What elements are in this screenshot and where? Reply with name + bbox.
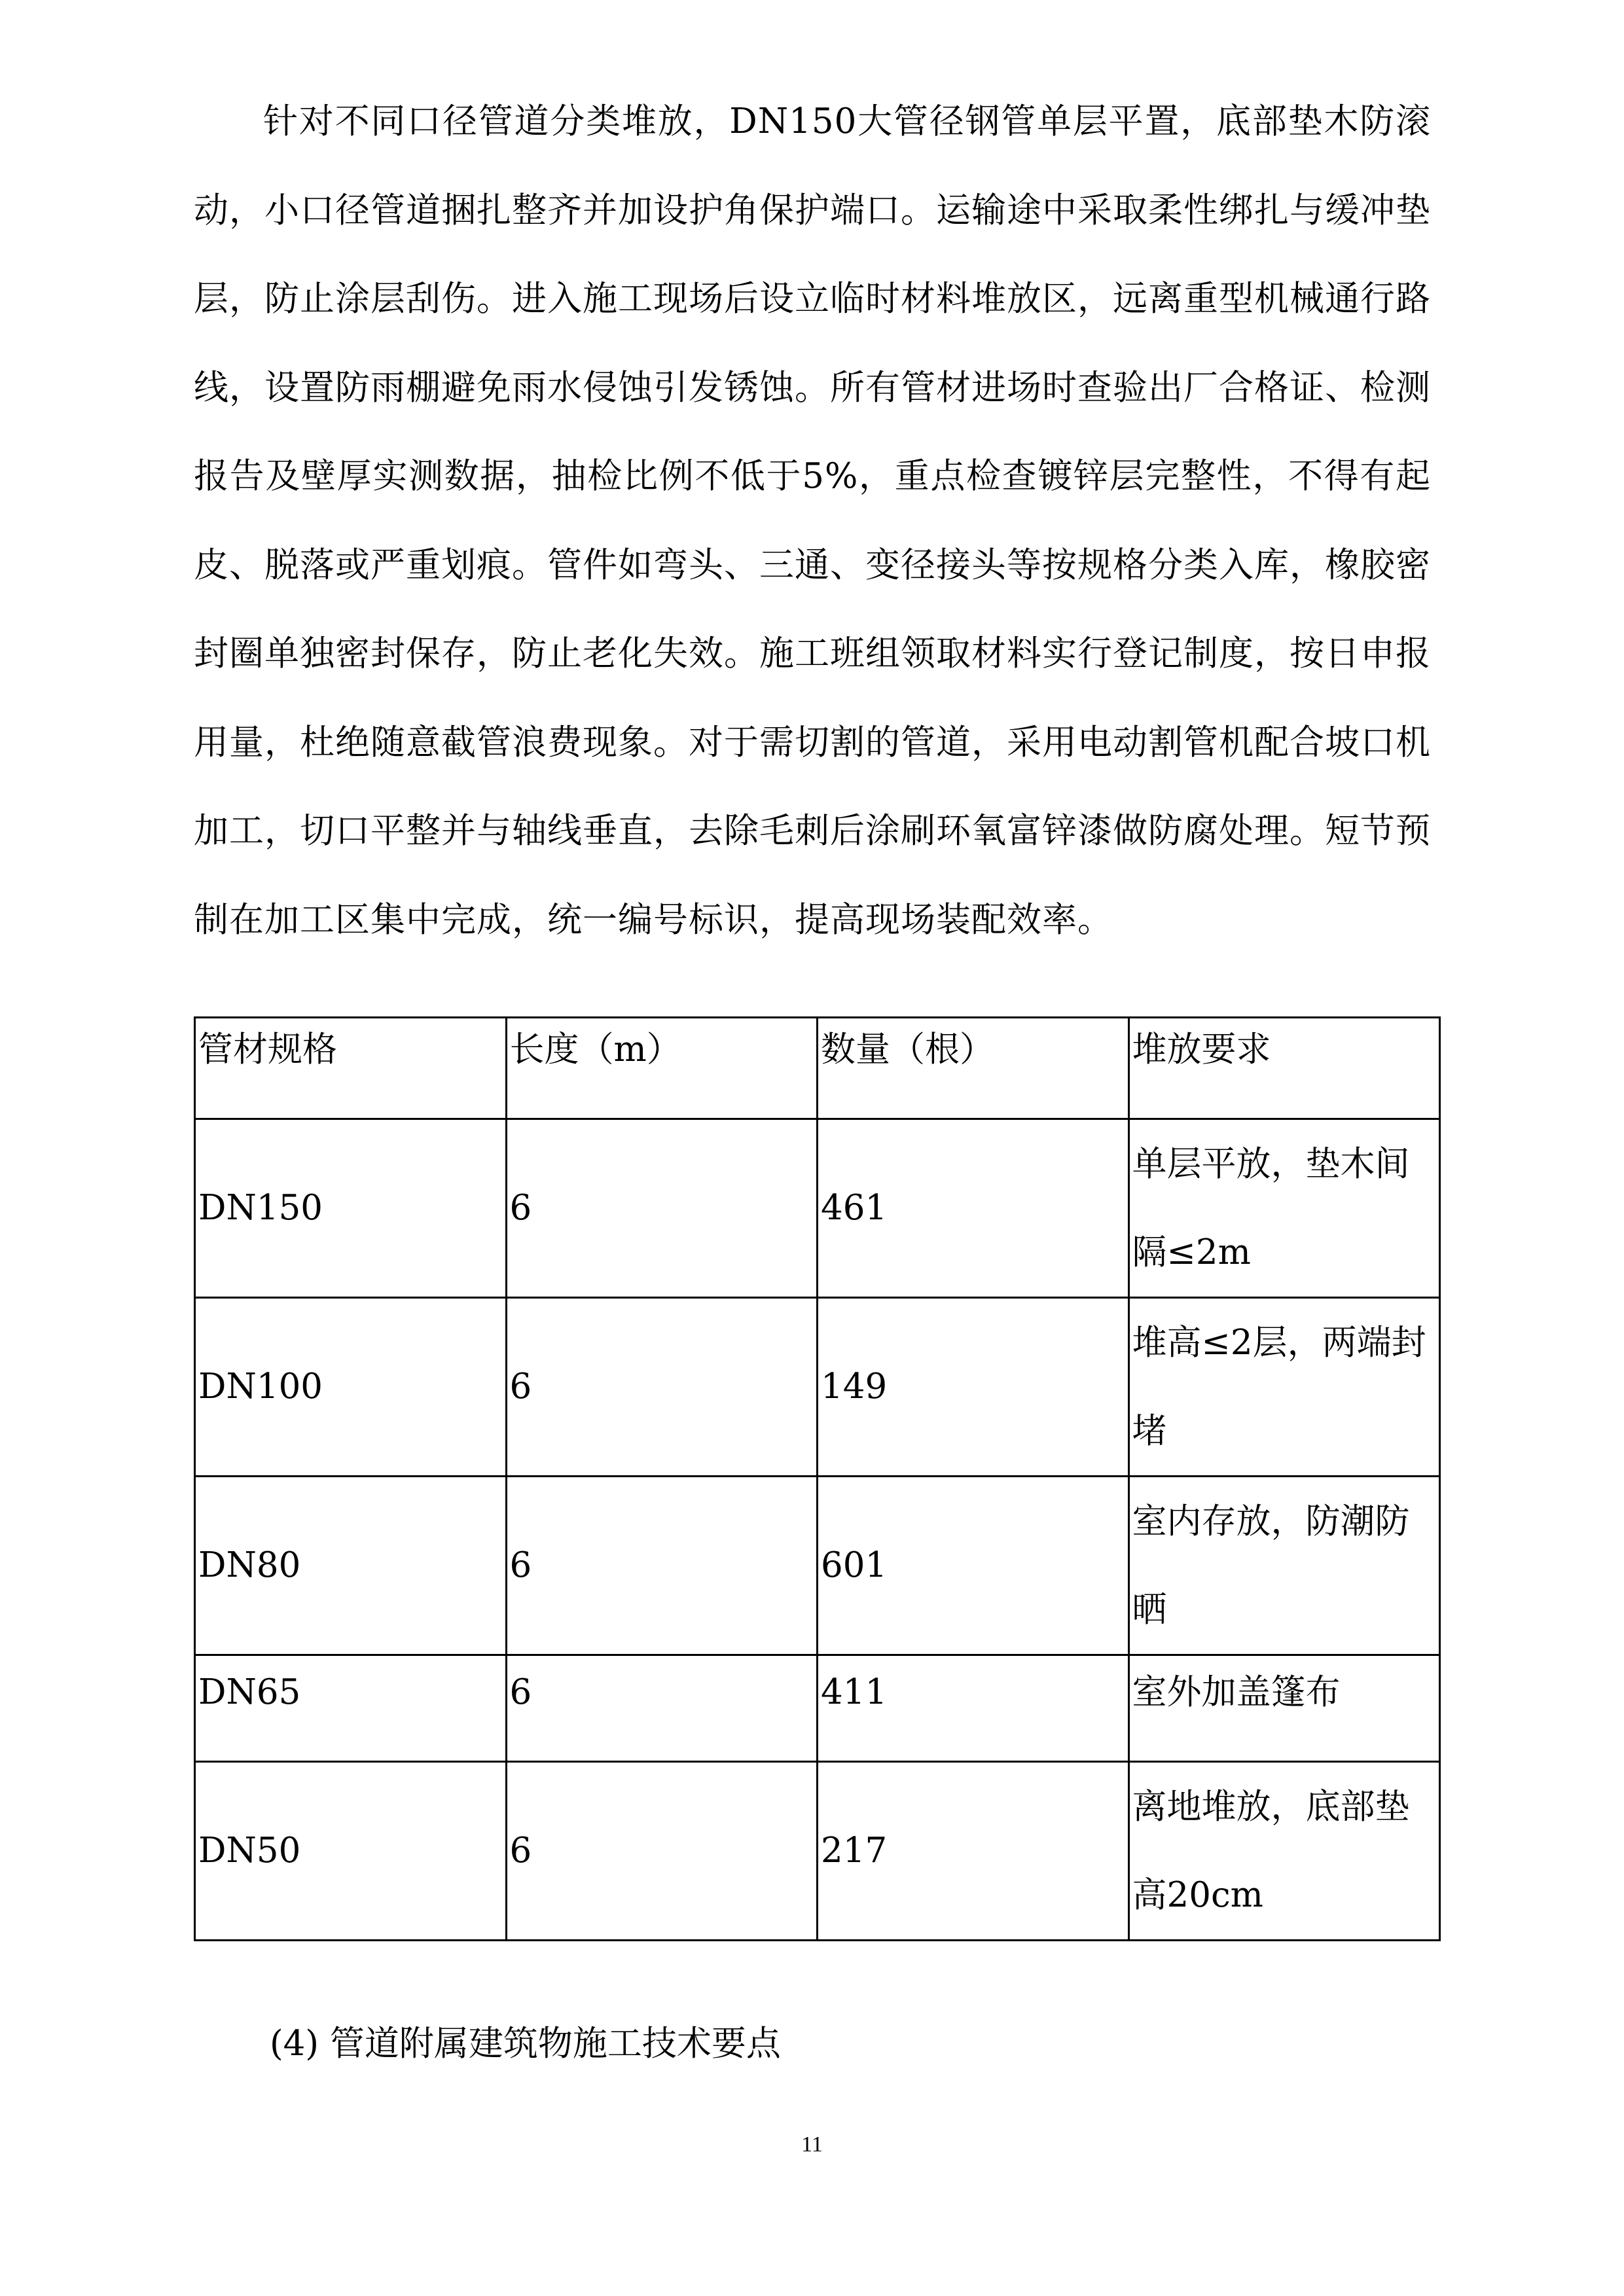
cell-quantity: 461 [818, 1119, 1129, 1298]
cell-spec: DN50 [195, 1762, 507, 1941]
header-length: 长度（m） [506, 1018, 818, 1119]
table-row [195, 1119, 1440, 1298]
cell-length: 6 [506, 1655, 818, 1762]
table-row [195, 1762, 1440, 1941]
cell-quantity: 149 [818, 1298, 1129, 1477]
cell-requirement: 堆高≤2层，两端封堵 [1128, 1298, 1440, 1477]
pipe-storage-table [194, 1016, 1441, 1941]
table-row [195, 1298, 1440, 1477]
section-heading: (4) 管道附属建筑物施工技术要点 [270, 2024, 781, 2064]
cell-length: 6 [506, 1477, 818, 1655]
body-paragraph: 针对不同口径管道分类堆放，DN150大管径钢管单层平置，底部垫木防滚动，小口径管道捆扎整齐并加设护角保护端口。运输途中采取柔性绑扎与缓冲垫层，防止涂层刮伤。进入施工现场后设立临时材料堆放区，远离重型机械通行路线，设置防雨棚避免雨水侵蚀引发锈蚀。所有管材进场时查验出厂合格证、检测报告及壁厚实测数据，抽检比例不低于5%，重点检查镀锌层完整性，不得有起皮、脱落或严重划痕。管件如弯头、三通、变径接头等按规格分类入库，橡胶密封圈单独密封保存，防止老化失效。施工班组领取材料实行登记制度，按日申报用量，杜绝随意截管浪费现象。对于需切割的管道，采用电动割管机配合坡口机加工，切口平整并与轴线垂直，去除毛刺后涂刷环氧富锌漆做防腐处理。短节预制在加工区集中完成，统一编号标识，提高现场装配效率。 [194, 101, 1431, 940]
table-row [195, 1655, 1440, 1762]
cell-quantity: 601 [818, 1477, 1129, 1655]
table-header-row [195, 1018, 1440, 1119]
cell-requirement: 离地堆放，底部垫高20cm [1128, 1762, 1440, 1941]
header-quantity: 数量（根） [818, 1018, 1129, 1119]
header-spec: 管材规格 [195, 1018, 507, 1119]
cell-quantity: 411 [818, 1655, 1129, 1762]
page-number: 11 [801, 2132, 823, 2157]
cell-spec: DN65 [195, 1655, 507, 1762]
cell-requirement: 室外加盖篷布 [1128, 1655, 1440, 1762]
cell-quantity: 217 [818, 1762, 1129, 1941]
cell-requirement: 单层平放，垫木间隔≤2m [1128, 1119, 1440, 1298]
table-row [195, 1477, 1440, 1655]
cell-requirement: 室内存放，防潮防晒 [1128, 1477, 1440, 1655]
cell-length: 6 [506, 1298, 818, 1477]
header-requirement: 堆放要求 [1128, 1018, 1440, 1119]
cell-length: 6 [506, 1119, 818, 1298]
cell-spec: DN100 [195, 1298, 507, 1477]
cell-spec: DN80 [195, 1477, 507, 1655]
cell-spec: DN150 [195, 1119, 507, 1298]
cell-length: 6 [506, 1762, 818, 1941]
